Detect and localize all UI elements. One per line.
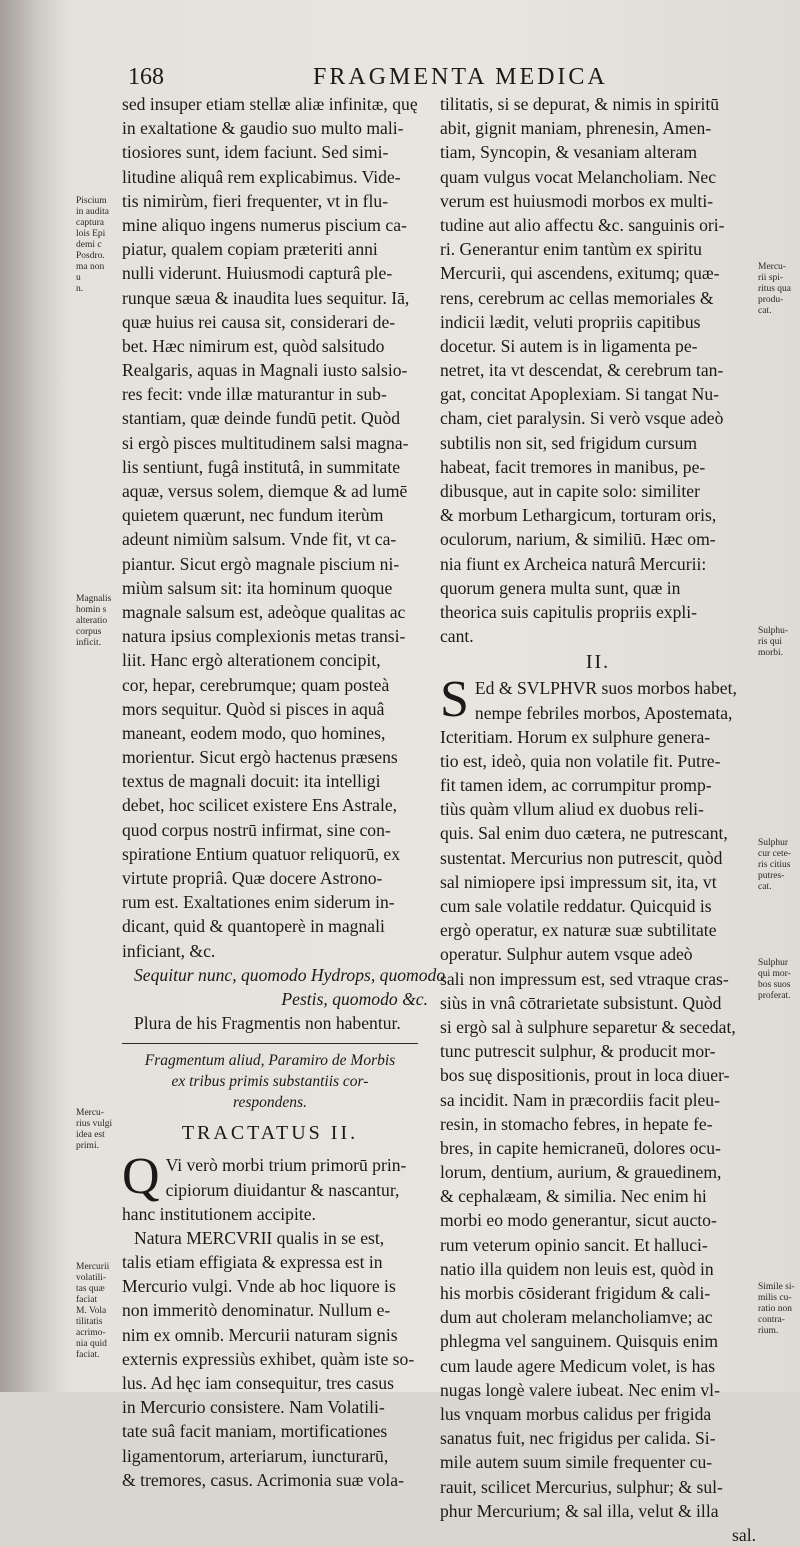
text-line: piantur. Sicut ergò magnale piscium ni-: [122, 553, 400, 574]
text-line: netret, ita vt descendat, & cerebrum tan-: [440, 360, 724, 381]
text-line: dum aut choleram melancholiamve; ac: [440, 1307, 713, 1328]
text-line: tunc putrescit sulphur, & producit mor-: [440, 1041, 716, 1062]
margin-note-line: faciat: [76, 1295, 98, 1305]
text-line: quam vulgus vocat Melancholiam. Nec: [440, 166, 717, 187]
page-gutter-shadow: [0, 0, 70, 1392]
margin-note-mercurii-spiritus: [758, 262, 798, 317]
text-line: his morbis cōsiderant frigidum & cali-: [440, 1283, 711, 1303]
text-line: rauit, scilicet Mercurius, sulphur; & sul-: [440, 1476, 723, 1497]
text-line: spiratione Entium quatuor reliquorū, ex: [122, 843, 401, 864]
text-line: bres, in capite hemicraneū, dolores ocu-: [440, 1137, 721, 1158]
drop-cap-s: S: [440, 671, 469, 729]
text-line: nempe febriles morbos, Apostemata,: [474, 702, 733, 723]
drop-cap-q: Q: [122, 1148, 160, 1206]
margin-note-mercurii-volatilitas: [76, 1262, 120, 1361]
text-line: cham, ciet paralysin. Si verò vsque adeò: [440, 408, 724, 429]
margin-note-line: homin s: [76, 605, 107, 615]
margin-note-line: in audita: [76, 207, 109, 217]
text-line: miùm salsum sit: ita hominum quoque: [122, 577, 393, 598]
margin-note-line: Mercu-: [758, 262, 786, 272]
text-line: litudine aliquâ rem explicabimus. Vide-: [122, 166, 401, 187]
text-line: dicant, quid & quantoperè in magnali: [122, 916, 385, 937]
text-line: virtute propriâ. Quæ docere Astrono-: [122, 868, 383, 888]
right-column-body: [440, 92, 756, 648]
text-line: mors sequitur. Quòd si pisces in aquâ: [122, 698, 385, 719]
text-line: liit. Hanc ergò alterationem concipit,: [122, 650, 381, 671]
margin-note-line: Sulphur: [758, 958, 789, 968]
text-line: phlegma vel sanguinem. Quisquis enim: [440, 1331, 719, 1352]
margin-note-magnalis: [76, 594, 120, 649]
text-line: Natura MERCVRII qualis in se est,: [134, 1227, 385, 1248]
text-line: oculorum, narium, & similiū. Hæc om-: [440, 529, 716, 550]
text-line: quorum genera multa sunt, quæ in: [440, 577, 681, 598]
text-line: sustentat. Mercurius non putrescit, quòd: [440, 847, 723, 868]
text-line: magnale salsum est, adeòque qualitas ac: [122, 601, 406, 622]
margin-note-line: Simile si-: [758, 1282, 795, 1292]
text-line: Ed & SVLPHVR suos morbos habet,: [474, 678, 737, 699]
margin-note-line: cat.: [758, 882, 772, 892]
text-line: textus de magnali docuit: ita intelligi: [122, 771, 381, 792]
text-line: docetur. Si autem is in ligamenta pe-: [440, 335, 698, 356]
text-line: cor, hepar, cerebrumque; quam posteà: [122, 674, 390, 695]
margin-note-line: Magnalis: [76, 594, 112, 604]
text-line: quietem quærunt, nec fundum iterùm: [122, 505, 384, 526]
left-column-body: [122, 92, 428, 963]
text-line: tiùs quàm vllum aliud ex duobus reli-: [440, 799, 704, 820]
text-line: quæ huius rei causa sit, considerari de-: [122, 311, 396, 332]
text-line: tiam, Syncopin, & vesaniam alteram: [440, 142, 697, 163]
text-line: rens, cerebrum ac cellas memoriales &: [440, 287, 714, 308]
tractatus-title: TRACTATUS II.: [181, 1122, 359, 1145]
left-column: [122, 92, 446, 1492]
text-line: cant.: [440, 626, 474, 647]
text-line: res fecit: vnde illæ maturantur in sub-: [122, 384, 387, 405]
margin-note-line: qui mor-: [758, 969, 791, 979]
margin-note-line: cur cete-: [758, 849, 791, 859]
fragment-heading-line: ex tribus primis substantiis cor-: [171, 1073, 369, 1091]
sequitur-line: Pestis, quomodo &c.: [281, 988, 428, 1009]
plura-note: Plura de his Fragmentis non habentur.: [134, 1013, 401, 1034]
text-line: cum sale volatile reddatur. Quicquid is: [440, 896, 712, 916]
text-line: sal nimiopere ipsi impressum sit, ita, vt: [440, 871, 717, 892]
fragment-heading: [122, 1050, 418, 1113]
margin-note-line: alteratio: [76, 616, 108, 626]
margin-note-line: Posdro.: [76, 251, 105, 261]
text-line: mine aliquo ingens numerus piscium ca-: [122, 214, 407, 235]
margin-note-line: ritus qua: [758, 284, 791, 294]
text-line: in Mercurio consistere. Nam Volatili-: [122, 1397, 385, 1418]
text-line: & cephalæam, & similia. Nec enim hi: [440, 1186, 707, 1207]
text-line: inficiant, &c.: [122, 940, 216, 961]
text-line: tilitatis, si se depurat, & nimis in spiritū: [440, 94, 720, 114]
page-header: [128, 64, 768, 94]
margin-note-line: primi.: [76, 1141, 99, 1151]
text-line: externis expressiùs exhibet, quàm iste so-: [122, 1348, 415, 1369]
section-number: II.: [585, 651, 611, 674]
text-line: tio est, ideò, quia non volatile fit. Putre-: [440, 750, 721, 771]
margin-note-line: milis cu-: [758, 1293, 792, 1303]
margin-note-line: n.: [76, 284, 84, 294]
text-line: & morbum Lethargicum, torturam oris,: [440, 505, 717, 526]
text-line: hanc institutionem accipite.: [122, 1203, 316, 1224]
margin-note-line: inficit.: [76, 638, 102, 648]
margin-note-line: volatili-: [76, 1273, 107, 1283]
margin-note-line: nia quid: [76, 1339, 107, 1349]
margin-note-line: cat.: [758, 306, 772, 316]
text-line: Vi verò morbi trium primorū prin-: [165, 1155, 407, 1176]
text-line: subtilis non sit, sed frigidum cursum: [440, 432, 698, 453]
margin-note-line: ma non: [76, 262, 105, 272]
tractatus-opening: [122, 1148, 428, 1226]
text-line: non immeritò denominatur. Nullum e-: [122, 1300, 391, 1321]
text-line: quod corpus nostrū infirmat, sine con-: [122, 819, 391, 840]
margin-note-line: putres-: [758, 871, 785, 881]
margin-note-line: rium.: [758, 1326, 779, 1336]
text-line: si ergò sal à sulphure separetur & secedat,: [440, 1016, 736, 1037]
sequitur-line: Sequitur nunc, quomodo Hydrops, quomodo: [134, 964, 446, 985]
text-line: debet, hoc scilicet existere Ens Astrale,: [122, 795, 398, 816]
text-line: Realgaris, aquas in Magnali iusto salsio-: [122, 360, 408, 381]
text-line: mile autem suum simile frequenter cu-: [440, 1452, 713, 1473]
margin-note-line: captura: [76, 218, 104, 228]
text-line: adeunt nimiùm salsum. Vnde fit, vt ca-: [122, 529, 397, 550]
margin-note-line: ris citius: [758, 860, 791, 870]
text-line: tis nimirùm, fieri frequenter, vt in flu-: [122, 190, 389, 211]
margin-note-line: Piscium: [76, 196, 107, 206]
text-line: aquæ, versus solem, diemque & ad lumē: [122, 481, 408, 501]
margin-note-line: contra-: [758, 1315, 785, 1325]
text-line: sali non impressum est, sed vtraque cras-: [440, 968, 729, 989]
margin-note-line: ratio non: [758, 1304, 793, 1314]
text-line: si ergò pisces multitudinem salsi magna-: [122, 432, 409, 453]
text-line: morientur. Sicut ergò hactenus præsens: [122, 747, 398, 768]
text-line: siùs in vnâ cōtrarietate subsistunt. Quòd: [440, 992, 722, 1013]
margin-note-line: bos suos: [758, 980, 791, 990]
text-line: tate suâ facit maniam, mortificationes: [122, 1421, 388, 1442]
text-line: operatur. Sulphur autem vsque adeò: [440, 944, 693, 965]
margin-note-line: lois Epi: [76, 229, 106, 239]
text-line: nim ex omnib. Mercurii naturam signis: [122, 1324, 398, 1345]
text-line: lorum, dentium, aurium, & grauedinem,: [440, 1162, 722, 1183]
margin-note-simile: [758, 1282, 798, 1337]
margin-note-sulphuris: [758, 626, 798, 659]
text-line: cum laude agere Medicum volet, is has: [440, 1355, 716, 1376]
section-divider: [122, 1043, 418, 1044]
margin-note-piscium: [76, 196, 120, 295]
text-line: ri. Generantur enim tantùm ex spiritu: [440, 239, 702, 260]
text-line: quis. Sal enim duo cætera, ne putrescant,: [440, 823, 728, 844]
text-line: talis etiam effigiata & expressa est in: [122, 1252, 383, 1273]
text-line: lis sentiunt, fugâ institutâ, in summitate: [122, 456, 401, 477]
text-line: piatur, qualem copiam præteriti anni: [122, 239, 378, 260]
text-line: sal.: [732, 1524, 756, 1545]
text-line: morbi eo modo generantur, sicut aucto-: [440, 1210, 717, 1231]
right-column: [440, 92, 756, 1547]
text-line: Icteritiam. Horum ex sulphure genera-: [440, 726, 711, 747]
text-line: bos suę dispositionis, prout in loca diuer-: [440, 1065, 730, 1086]
text-line: phur Mercurium; & sal illa, velut & illa: [440, 1500, 719, 1521]
text-line: sanatus fuit, nec frigidus per calida. Si-: [440, 1428, 716, 1449]
sulphur-paragraph: [440, 671, 756, 1547]
margin-note-line: morbi.: [758, 648, 784, 658]
margin-note-line: proferat.: [758, 991, 791, 1001]
text-line: fit tamen idem, ac corrumpitur promp-: [440, 775, 712, 796]
text-line: natura ipsius complexionis metas transi-: [122, 626, 406, 647]
text-line: habeat, facit tremores in manibus, pe-: [440, 456, 706, 477]
text-line: sa incidit. Nam in præcordiis facit pleu-: [440, 1089, 720, 1110]
text-line: lus vnquam morbus calidus per frigida: [440, 1403, 712, 1424]
margin-note-sulphur-caeteris: [758, 838, 798, 893]
text-line: ligamentorum, arteriarum, iuncturarū,: [122, 1445, 389, 1466]
text-line: resin, in stomacho febres, in hepate fe-: [440, 1113, 713, 1134]
running-title: FRAGMENTA MEDICA: [313, 64, 608, 90]
margin-note-line: faciat.: [76, 1350, 100, 1360]
margin-note-line: ris qui: [758, 637, 783, 647]
text-line: theorica suis capitulis propriis expli-: [440, 601, 698, 622]
margin-note-line: tas quæ: [76, 1284, 105, 1294]
margin-note-line: u: [76, 273, 81, 283]
text-line: & tremores, casus. Acrimonia suæ vola-: [122, 1469, 404, 1490]
text-line: Mercurio vulgi. Vnde ab hoc liquore is: [122, 1276, 396, 1297]
margin-note-mercurius-vulgi: [76, 1108, 120, 1152]
text-line: abit, gignit maniam, phrenesin, Amen-: [440, 118, 712, 139]
page-number: 168: [128, 64, 164, 90]
text-line: rum est. Exaltationes enim siderum in-: [122, 892, 395, 913]
fragment-heading-line: Fragmentum aliud, Paramiro de Morbis: [144, 1052, 396, 1070]
text-line: cipiorum diuidantur & nascantur,: [165, 1179, 400, 1200]
text-line: natio illa quidem non leuis est, quòd in: [440, 1258, 714, 1279]
margin-note-line: Sulphu-: [758, 626, 789, 636]
text-line: tiosiores sunt, idem faciunt. Sed simi-: [122, 142, 389, 163]
text-line: indicii lædit, veluti propriis capitibus: [440, 311, 701, 332]
text-line: ergò operatur, ex naturæ suæ subtilitate: [440, 920, 717, 941]
text-line: rum veterum opinio sancit. Et halluci-: [440, 1234, 708, 1255]
text-line: lus. Ad hęc iam consequitur, tres casus: [122, 1373, 394, 1393]
margin-note-line: demi c: [76, 240, 102, 250]
margin-note-line: idea est: [76, 1130, 105, 1140]
margin-note-line: rius vulgi: [76, 1119, 113, 1129]
text-line: sed insuper etiam stellæ aliæ infinitæ, quę: [122, 94, 418, 114]
margin-note-line: corpus: [76, 627, 102, 637]
margin-note-line: rii spi-: [758, 273, 784, 283]
text-line: gat, concitat Apoplexiam. Si tangat Nu-: [440, 384, 719, 405]
margin-note-line: produ-: [758, 295, 784, 305]
margin-note-line: Mercurii: [76, 1262, 110, 1272]
text-line: bet. Hæc nimirum est, quòd salsitudo: [122, 335, 385, 356]
text-line: tudine aut alio affectu &c. sanguinis ori-: [440, 214, 725, 235]
margin-note-line: Sulphur: [758, 838, 789, 848]
text-line: runque sæua & inaudita lues sequitur. Iā,: [122, 287, 410, 308]
margin-note-sulphur-morbos: [758, 958, 798, 1002]
margin-note-line: tilitatis: [76, 1317, 103, 1327]
text-line: dibusque, aut in capite solo: similiter: [440, 481, 700, 501]
text-line: nugas longè valere iubeat. Nec enim vl-: [440, 1379, 720, 1400]
margin-note-line: M. Vola: [76, 1306, 107, 1316]
text-line: nia fiunt ex Archeica naturâ Mercurii:: [440, 553, 707, 574]
margin-note-line: Mercu-: [76, 1108, 104, 1118]
text-line: verum est huiusmodi morbos ex multi-: [440, 190, 714, 211]
text-line: Mercurii, qui ascendens, exitumq; quæ-: [440, 263, 720, 284]
text-line: maneant, eodem modo, quo homines,: [122, 722, 386, 743]
fragment-heading-line: respondens.: [233, 1094, 307, 1112]
text-line: nulli viderunt. Huiusmodi capturâ ple-: [122, 263, 393, 284]
text-line: stantiam, quæ deinde fundū petit. Quòd: [122, 408, 401, 429]
margin-note-line: acrimo-: [76, 1328, 106, 1338]
text-line: in exaltatione & gaudio suo multo mali-: [122, 118, 404, 139]
natura-mercurii-paragraph: [122, 1226, 428, 1492]
